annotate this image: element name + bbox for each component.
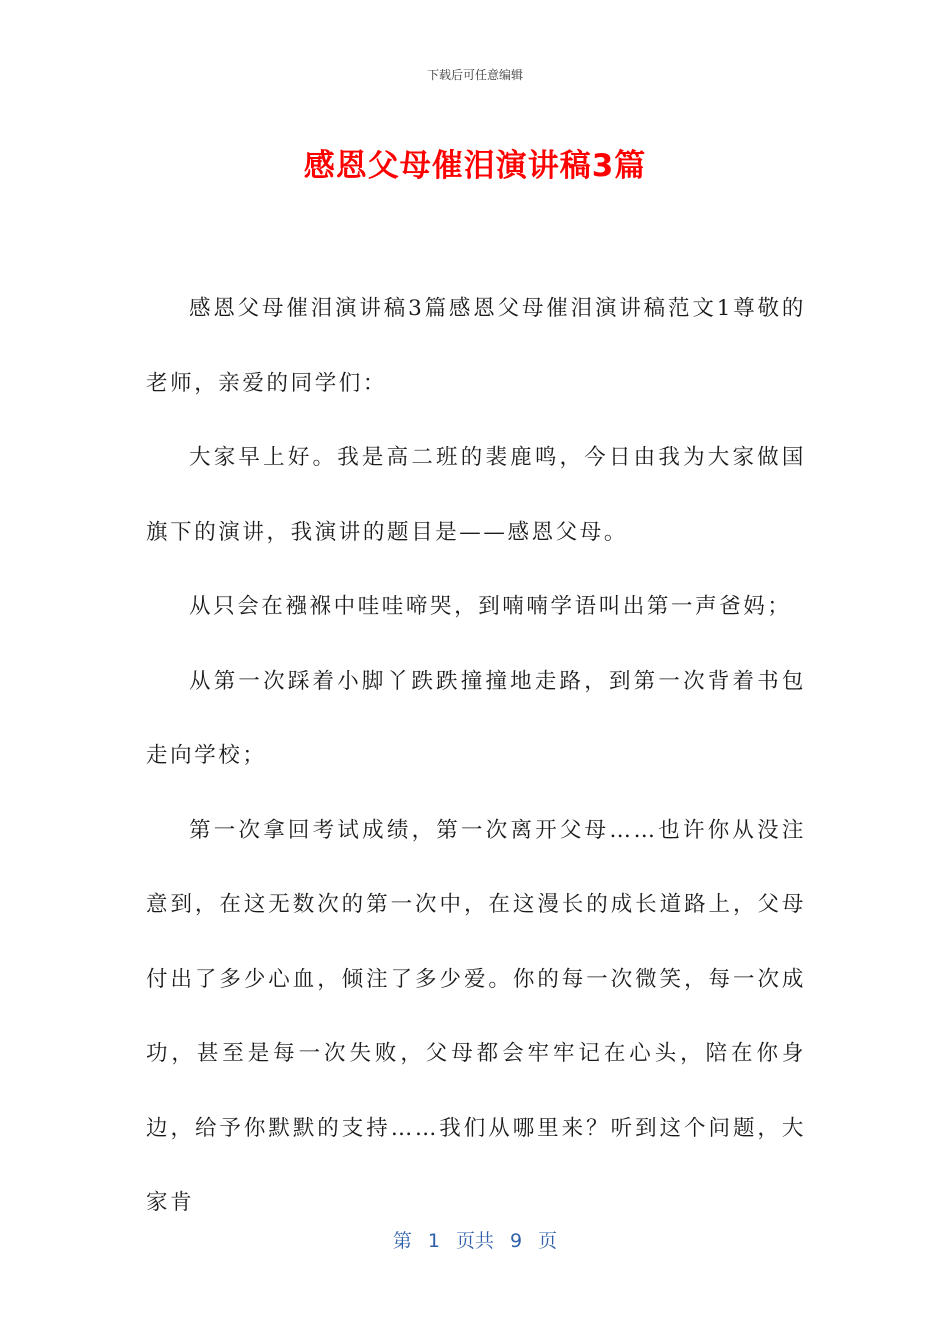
paragraph: 从第一次踩着小脚丫跌跌撞撞地走路，到第一次背着书包走向学校； (146, 668, 806, 768)
current-page-number: 1 (427, 1230, 440, 1252)
header-note: 下载后可任意编辑 (426, 68, 523, 82)
document-body (146, 272, 806, 1241)
paragraph: 大家早上好。我是高二班的裴鹿鸣，今日由我为大家做国旗下的演讲，我演讲的题目是——感恩父母。 (146, 445, 806, 545)
page-footer (0, 1226, 950, 1253)
paragraph: 感恩父母催泪演讲稿3篇感恩父母催泪演讲稿范文1尊敬的老师，亲爱的同学们： (146, 296, 806, 396)
footer-suffix: 页 (538, 1230, 558, 1252)
footer-middle: 页共 (455, 1230, 494, 1252)
paragraph: 从只会在襁褓中哇哇啼哭，到喃喃学语叫出第一声爸妈； (189, 594, 792, 619)
total-pages-number: 9 (510, 1230, 523, 1252)
footer-prefix: 第 (392, 1230, 412, 1252)
document-title: 感恩父母催泪演讲稿3篇 (303, 148, 647, 184)
paragraph: 第一次拿回考试成绩，第一次离开父母……也许你从没注意到，在这无数次的第一次中，在这漫长的成长道路上，父母付出了多少心血，倾注了多少爱。你的每一次微笑，每一次成功，甚至是每一次失败，父母都会牢牢记在心头，陪在你身边，给予你默默的支持……我们从哪里来？听到这个问题，大家肯 (146, 817, 806, 1215)
